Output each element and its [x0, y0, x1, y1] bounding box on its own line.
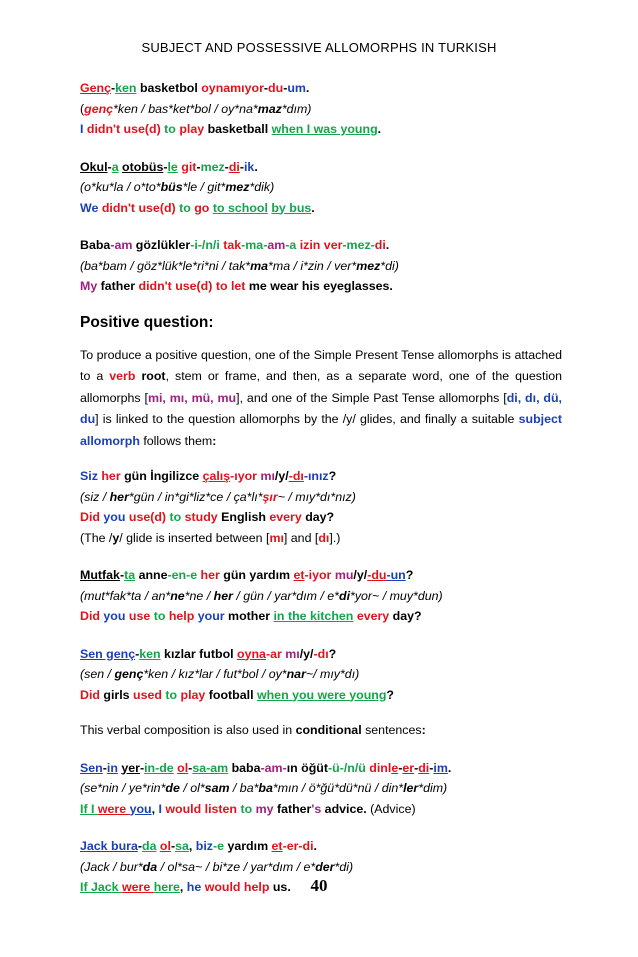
text-run: um	[287, 81, 306, 95]
text-run: :	[212, 433, 217, 448]
text-run: root	[141, 369, 166, 383]
page-content	[80, 78, 562, 915]
example-line	[80, 644, 562, 665]
text-run: If Jack	[80, 880, 123, 894]
text-run: 's	[311, 801, 325, 816]
text-run: Okul	[80, 159, 108, 174]
text-run: -du	[367, 568, 387, 582]
text-run: -	[224, 159, 229, 174]
text-run: This verbal composition is also used in	[80, 723, 296, 737]
text-run: yardım	[227, 839, 272, 853]
text-run: /y/	[299, 646, 314, 661]
example-line	[80, 157, 562, 178]
text-run: et	[271, 839, 283, 853]
text-run: he	[186, 880, 205, 894]
text-run: kızlar futbol	[164, 646, 238, 661]
text-run: dı	[318, 530, 330, 545]
text-run: -en-e	[167, 568, 201, 582]
text-run: go	[194, 200, 213, 215]
example-line	[80, 857, 562, 878]
text-run: İngilizce	[150, 469, 203, 483]
text-run: in-de	[144, 760, 174, 775]
text-run: -	[163, 159, 168, 174]
text-run: would help	[204, 880, 273, 894]
text-run: -ü-/n/ü	[328, 760, 370, 775]
text-run: et	[293, 568, 305, 582]
text-run: , stem or frame, and then, as a separate word, one of the question allomorphs [	[80, 369, 562, 405]
example-line	[80, 758, 562, 779]
text-run: mother	[228, 609, 274, 623]
text-run: Siz	[80, 469, 102, 483]
text-run: -dı	[288, 469, 304, 483]
text-run: ta	[124, 568, 136, 582]
text-run: -dı	[313, 646, 329, 661]
text-run: maz	[257, 101, 282, 116]
text-run: ken	[139, 646, 161, 661]
text-run: (o*ku*la / o*to*	[80, 180, 161, 194]
text-run: -	[139, 760, 145, 775]
text-run: ?	[405, 568, 414, 582]
text-run: /y/	[274, 469, 289, 483]
text-run: were	[97, 801, 130, 816]
text-run: (sen /	[80, 667, 115, 681]
text-run: -	[414, 760, 419, 775]
text-run: di	[418, 760, 430, 775]
text-run: to	[153, 609, 169, 623]
text-run: when you were young	[256, 687, 387, 702]
text-run: us	[272, 880, 288, 894]
text-run: mu	[334, 568, 354, 582]
text-run: -	[119, 568, 125, 582]
text-run: di	[339, 588, 351, 603]
text-run: /y/	[353, 568, 368, 582]
text-run: genç	[84, 101, 114, 116]
text-run: ?	[386, 687, 394, 702]
text-run: To produce a positive question, one of the Simple Present Tense allomorphs is attached to a	[80, 347, 562, 383]
text-run: / ol*	[179, 781, 205, 795]
text-run: -e	[212, 839, 228, 853]
example-group	[80, 78, 562, 140]
text-run: day?	[305, 510, 335, 524]
text-run: Did	[80, 687, 104, 702]
page-number: 40	[310, 876, 328, 895]
example-line	[80, 778, 562, 799]
example-line	[80, 487, 562, 508]
text-run: you	[103, 609, 129, 623]
text-run: -	[137, 839, 142, 853]
text-run: use(d)	[128, 510, 170, 524]
text-run: basketball	[207, 122, 272, 136]
text-run: *ken / kız*lar / fut*bol / oy*	[143, 667, 287, 681]
examples-past-habit	[80, 78, 562, 297]
text-run: ?	[328, 646, 337, 661]
text-run: *yor~ / muy*dun)	[350, 588, 443, 603]
text-run: Genç	[80, 81, 111, 95]
section-title: Positive question:	[80, 313, 214, 331]
text-run: ik	[243, 159, 255, 174]
text-run: her	[109, 489, 129, 504]
text-run: -	[263, 81, 269, 95]
text-run: Sen	[80, 760, 103, 775]
text-run: *mın / ö*ğü*dü*nü / din*	[272, 781, 404, 795]
text-run: I	[158, 801, 166, 816]
text-run: sentences	[361, 723, 422, 737]
text-run: ,	[151, 801, 159, 816]
text-run: .	[447, 760, 452, 775]
text-run: der	[315, 859, 335, 874]
text-run: genç	[114, 667, 144, 681]
text-run: yer	[121, 760, 140, 775]
text-run: (siz /	[80, 489, 110, 504]
text-run: ], and one of the Simple Past Tense allomorphs [	[236, 390, 507, 405]
text-run: -	[196, 159, 201, 174]
text-run: şır	[262, 489, 278, 504]
text-run: ].)	[329, 530, 341, 545]
text-run: football	[208, 687, 257, 702]
text-run: di	[374, 238, 386, 252]
text-run: in the kitchen	[273, 609, 354, 623]
text-run: (Jack / bur*	[80, 859, 143, 874]
text-run: didn't use(d)	[138, 279, 216, 293]
text-run: (The /	[80, 530, 113, 545]
explanation-paragraph	[80, 345, 562, 453]
text-run: -	[188, 760, 193, 775]
text-run: your	[197, 609, 229, 623]
text-run: mez	[200, 159, 225, 174]
text-run: le	[167, 159, 178, 174]
text-run: ma	[250, 258, 269, 273]
text-run: -ma-	[241, 238, 268, 252]
text-run: ken	[115, 81, 137, 95]
text-run: / ol*sa~ / bi*ze / yar*dım / e*	[157, 859, 316, 874]
text-run: di	[228, 159, 240, 174]
text-run: -	[398, 760, 403, 775]
example-line	[80, 528, 562, 549]
text-run: father	[100, 279, 139, 293]
text-run: sa-am	[192, 760, 229, 775]
text-run: -un	[386, 568, 406, 582]
text-run: (mut*fak*ta / an*	[80, 588, 171, 603]
text-run: ] is linked to the question allomorphs by the /y/ glides, and finally a suitable	[95, 412, 519, 426]
text-run: ~ / mıy*dı*nız)	[277, 489, 356, 504]
text-run: tak	[223, 238, 242, 252]
text-run: ne	[170, 588, 185, 603]
example-group	[80, 758, 562, 820]
text-run: git	[181, 159, 197, 174]
text-run: subject allomorph	[80, 412, 562, 448]
text-run: advice	[324, 801, 364, 816]
text-run: mı	[260, 469, 275, 483]
text-run: biz	[195, 839, 213, 853]
text-run: my	[255, 801, 277, 816]
text-run: de	[165, 781, 180, 795]
text-run: to	[164, 122, 180, 136]
example-line	[80, 586, 562, 607]
text-run: oynamıyor	[201, 81, 264, 95]
text-run: My	[80, 279, 101, 293]
text-run: -ınız	[303, 469, 329, 483]
example-line	[80, 466, 562, 487]
text-run: -	[239, 159, 244, 174]
text-run: basketbol	[136, 81, 202, 95]
text-run: *ken / bas*ket*bol / oy*na*	[113, 101, 258, 116]
text-run: I	[80, 122, 87, 136]
text-run: to	[165, 687, 181, 702]
text-run: .	[311, 200, 315, 215]
text-run: büs	[160, 180, 183, 194]
text-run: (ba*bam / göz*lük*le*ri*ni / tak*	[80, 258, 251, 273]
text-run: sam	[204, 781, 230, 795]
text-run: verb	[109, 369, 136, 383]
example-line	[80, 664, 562, 685]
text-run: *dik)	[249, 180, 275, 194]
text-run: çalış	[202, 469, 231, 483]
text-run: you	[103, 510, 129, 524]
text-run: oyna	[237, 646, 266, 661]
text-run: in	[106, 760, 118, 775]
text-run: used	[133, 687, 166, 702]
text-run: -mez-	[342, 238, 375, 252]
text-run: da	[142, 839, 157, 853]
text-run: -iyor	[304, 568, 335, 582]
text-run: to	[179, 200, 195, 215]
text-run: -	[107, 159, 112, 174]
text-run: mez	[356, 258, 381, 273]
example-line	[80, 78, 562, 99]
text-run: (	[80, 101, 85, 116]
text-run: *le / git*	[182, 180, 226, 194]
text-run: :	[421, 723, 426, 737]
text-run: gün	[223, 568, 250, 582]
text-run: -	[170, 839, 176, 853]
example-group	[80, 644, 562, 706]
text-run: mez	[225, 180, 250, 194]
text-run: every	[269, 510, 306, 524]
text-run: Sen genç	[80, 646, 136, 661]
text-run: -	[102, 760, 107, 775]
text-run: -	[111, 81, 116, 95]
example-line	[80, 507, 562, 528]
text-run: ] and [	[283, 530, 319, 545]
text-run: da	[142, 859, 158, 874]
text-run: We	[80, 200, 102, 215]
text-run: when I was young	[271, 122, 378, 136]
text-run: ,	[188, 839, 196, 853]
text-run: otobüs	[122, 159, 164, 174]
text-run: girls	[103, 687, 134, 702]
text-run: nar	[286, 667, 306, 681]
example-line	[80, 235, 562, 256]
text-run: Mutfak	[80, 568, 120, 582]
text-run: -	[429, 760, 434, 775]
text-run: sa	[175, 839, 189, 853]
text-run: ~/ mıy*dı)	[305, 667, 360, 681]
examples-question	[80, 466, 562, 705]
example-line	[80, 177, 562, 198]
text-run: her	[200, 568, 224, 582]
text-run: e	[391, 760, 399, 775]
text-run: -am-	[260, 760, 287, 775]
example-group	[80, 466, 562, 548]
text-run: ol	[159, 839, 171, 853]
text-run: ler	[403, 781, 419, 795]
text-run: would listen	[165, 801, 241, 816]
text-run: *dım)	[281, 101, 312, 116]
text-run: am	[267, 238, 286, 252]
text-run: .	[254, 159, 258, 174]
text-run: to	[169, 510, 185, 524]
text-run: dinl	[369, 760, 392, 775]
text-run: ba	[258, 781, 273, 795]
text-run: *ma / i*zin / ver*	[268, 258, 357, 273]
text-run: anne	[138, 568, 168, 582]
text-run: *gün / in*gi*liz*ce / ça*lı*	[128, 489, 263, 504]
text-run: *dim)	[418, 781, 448, 795]
text-run: öğüt	[301, 760, 328, 775]
text-run: a	[111, 159, 119, 174]
text-run: follows them	[139, 433, 213, 448]
text-run: gün	[124, 469, 151, 483]
text-run: study	[184, 510, 222, 524]
text-run: yardım	[249, 568, 294, 582]
example-line	[80, 119, 562, 140]
text-run: .	[313, 839, 317, 853]
text-run: -ar	[265, 646, 286, 661]
text-run: / ba*	[229, 781, 259, 795]
conditional-note	[80, 720, 562, 741]
text-run: Did	[80, 510, 104, 524]
text-run: English	[221, 510, 270, 524]
text-run: play	[180, 687, 209, 702]
example-line	[80, 99, 562, 120]
text-run: use	[128, 609, 154, 623]
text-run: .	[363, 801, 371, 816]
text-run: conditional	[295, 723, 362, 737]
text-run: mı	[285, 646, 300, 661]
text-run: -am	[110, 238, 136, 252]
text-run: you	[129, 801, 152, 816]
example-line	[80, 198, 562, 219]
text-run: (Advice)	[370, 801, 416, 816]
text-run: (se*nin / ye*rin*	[80, 781, 166, 795]
example-group	[80, 157, 562, 219]
text-run: / gün / yar*dım / e*	[232, 588, 339, 603]
text-run: Jack bura	[80, 839, 138, 853]
text-run: didn't use(d)	[86, 122, 165, 136]
text-run: *di)	[380, 258, 399, 273]
text-run: -a	[285, 238, 300, 252]
text-run: / glide is inserted between [	[119, 530, 270, 545]
text-run: -ıyor	[230, 469, 261, 483]
text-run: .	[287, 880, 291, 894]
example-group	[80, 235, 562, 297]
example-line	[80, 799, 562, 820]
text-run: to	[240, 801, 256, 816]
text-run: father	[276, 801, 312, 816]
text-run: y	[112, 530, 120, 545]
text-run: -i-/n/i	[190, 238, 224, 252]
text-run: -	[135, 646, 140, 661]
example-line	[80, 606, 562, 627]
text-run: to school	[212, 200, 268, 215]
text-run: mı	[269, 530, 284, 545]
text-run: ,	[179, 880, 187, 894]
text-run: here	[153, 880, 180, 894]
text-run: *di)	[334, 859, 354, 874]
text-run: Did	[80, 609, 104, 623]
text-run: .	[305, 81, 310, 95]
text-run: her	[101, 469, 125, 483]
text-run: day?	[392, 609, 422, 623]
text-run: .	[377, 122, 382, 136]
text-run: im	[433, 760, 448, 775]
text-run: to let	[215, 279, 249, 293]
text-run: her	[213, 588, 233, 603]
text-run: play	[179, 122, 208, 136]
text-run: -er-di	[282, 839, 314, 853]
text-run: help	[168, 609, 198, 623]
text-run: ol	[177, 760, 189, 775]
text-run: by bus	[271, 200, 312, 215]
text-run: er	[402, 760, 415, 775]
text-run: baba	[228, 760, 261, 775]
text-run: .	[385, 238, 390, 252]
text-run: every	[356, 609, 393, 623]
text-run: *ne /	[184, 588, 214, 603]
example-line	[80, 276, 562, 297]
text-run: If I	[80, 801, 98, 816]
example-line	[80, 256, 562, 277]
text-run: -	[283, 81, 288, 95]
text-run: di, dı, dü, du	[80, 390, 562, 426]
example-line	[80, 836, 562, 857]
example-line	[80, 565, 562, 586]
text-run: mi, mı, mü, mu	[147, 390, 237, 405]
text-run: didn't use(d)	[101, 200, 180, 215]
text-run: du	[268, 81, 284, 95]
text-run: me wear his eyeglasses.	[248, 279, 393, 293]
example-line	[80, 685, 562, 706]
text-run: were	[122, 880, 154, 894]
text-run: gözlükler	[135, 238, 191, 252]
example-group	[80, 565, 562, 627]
text-run: Baba	[80, 238, 111, 252]
text-run: ın	[286, 760, 302, 775]
text-run: izin ver	[299, 238, 343, 252]
page-header: SUBJECT AND POSSESSIVE ALLOMORPHS IN TURKISH	[141, 40, 497, 55]
text-run: ?	[328, 469, 337, 483]
